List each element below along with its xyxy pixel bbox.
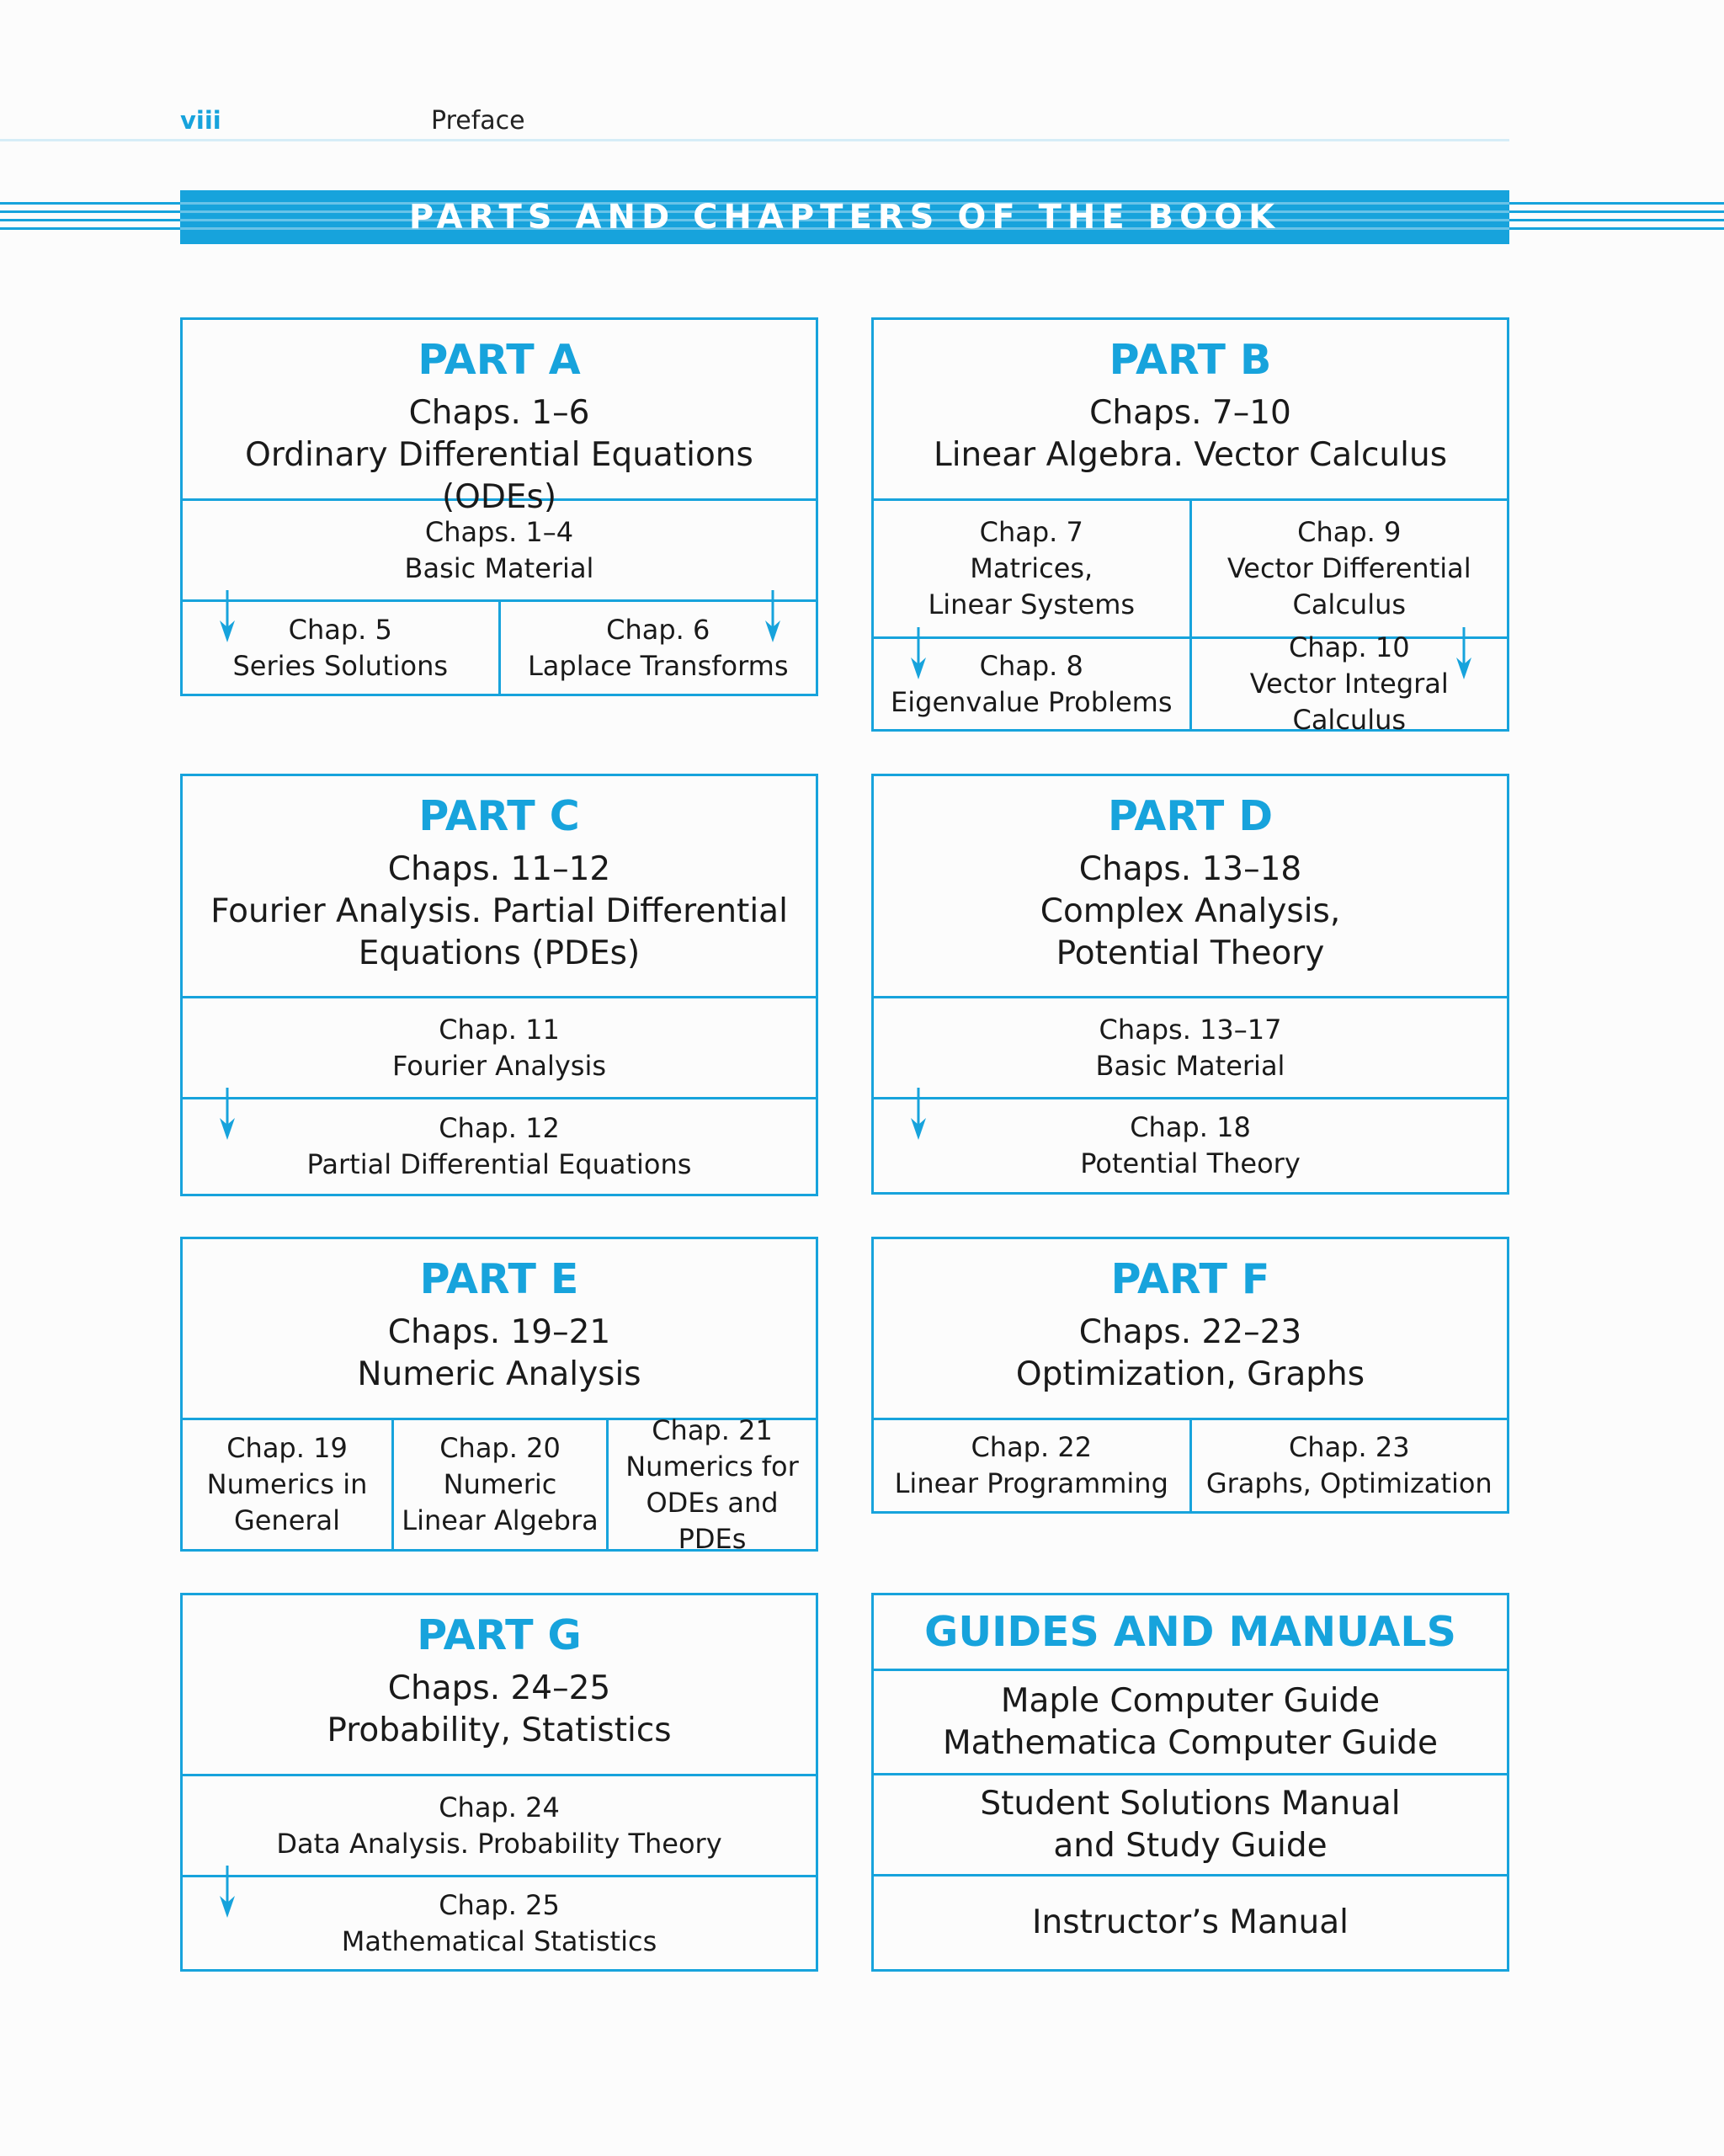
cell-topic: Matrices, bbox=[970, 552, 1093, 584]
cell-topic: Potential Theory bbox=[1080, 1147, 1301, 1179]
part-f-title: PART F bbox=[1110, 1255, 1270, 1303]
part-g-chap25-cell bbox=[183, 1877, 816, 1969]
running-header: Preface bbox=[431, 106, 525, 136]
part-g-title: PART G bbox=[417, 1611, 582, 1659]
part-e-subject: Numeric Analysis bbox=[357, 1355, 641, 1393]
part-a-subject: Ordinary Differential Equations (ODEs) bbox=[245, 436, 753, 516]
cell-chapter: Chap. 22 bbox=[971, 1431, 1093, 1463]
part-b-header bbox=[874, 320, 1507, 501]
part-b-chap9-cell bbox=[1189, 501, 1508, 636]
cell-topic: Laplace Transforms bbox=[527, 649, 789, 682]
cell-topic: Mathematical Statistics bbox=[341, 1924, 657, 1957]
cell-chapter: Chap. 6 bbox=[606, 613, 710, 646]
cell-chapter: Chap. 19 bbox=[226, 1432, 348, 1464]
part-g-chapters: Chaps. 24–25 bbox=[387, 1669, 611, 1707]
part-f-row-1 bbox=[874, 1420, 1507, 1511]
guide-item: Maple Computer Guide bbox=[1000, 1681, 1381, 1720]
part-f-chap23-cell bbox=[1189, 1420, 1508, 1511]
part-d-chap18-cell bbox=[874, 1099, 1507, 1192]
part-e-chapters: Chaps. 19–21 bbox=[387, 1313, 611, 1351]
cell-chapter: Chap. 23 bbox=[1288, 1431, 1410, 1463]
part-b-chapters: Chaps. 7–10 bbox=[1089, 394, 1291, 432]
cell-topic: Basic Material bbox=[404, 551, 594, 584]
guides-box bbox=[871, 1593, 1509, 1972]
part-d-basic-cell bbox=[874, 998, 1507, 1097]
part-e-header bbox=[183, 1239, 816, 1420]
guide-item: Instructor’s Manual bbox=[1031, 1903, 1349, 1941]
cell-chapter: Chap. 18 bbox=[1130, 1111, 1251, 1143]
cell-topic: Linear Systems bbox=[928, 588, 1136, 620]
part-g-header bbox=[183, 1595, 816, 1776]
guides-title: GUIDES AND MANUALS bbox=[924, 1608, 1456, 1656]
part-c-chapters: Chaps. 11–12 bbox=[387, 850, 611, 888]
part-g-row-2 bbox=[183, 1877, 816, 1969]
cell-topic: ODEs and PDEs bbox=[646, 1486, 779, 1555]
header-rule bbox=[0, 139, 1509, 141]
guides-header bbox=[874, 1595, 1507, 1671]
arrow-down-icon bbox=[218, 1088, 237, 1142]
part-a-basic-cell bbox=[183, 501, 816, 599]
arrow-down-icon bbox=[218, 590, 237, 644]
cell-topic: Linear Algebra bbox=[402, 1504, 599, 1536]
part-b-subject: Linear Algebra. Vector Calculus bbox=[933, 436, 1448, 474]
part-f-chapters: Chaps. 22–23 bbox=[1078, 1313, 1302, 1351]
part-f-header bbox=[874, 1239, 1507, 1420]
part-a-header bbox=[183, 320, 816, 516]
part-a-box bbox=[180, 317, 818, 696]
cell-chapter: Chap. 10 bbox=[1288, 631, 1410, 663]
part-b-row-2 bbox=[874, 631, 1507, 736]
part-a-title: PART A bbox=[418, 336, 581, 384]
student-manual-cell bbox=[874, 1775, 1507, 1874]
banner-title: PARTS AND CHAPTERS OF THE BOOK bbox=[408, 198, 1281, 237]
part-d-subject-line-2: Potential Theory bbox=[1056, 934, 1325, 972]
section-banner bbox=[180, 190, 1509, 244]
arrow-down-icon bbox=[764, 590, 782, 644]
part-d-subject-line-1: Complex Analysis, bbox=[1040, 892, 1341, 930]
guides-row-3 bbox=[874, 1877, 1507, 1969]
part-e-row-1 bbox=[183, 1413, 816, 1555]
page-number: viii bbox=[180, 106, 221, 135]
part-d-chapters: Chaps. 13–18 bbox=[1078, 850, 1302, 888]
cell-chapter: Chap. 9 bbox=[1297, 516, 1402, 548]
arrow-down-icon bbox=[909, 1088, 928, 1142]
part-a-chapters: Chaps. 1–6 bbox=[408, 394, 590, 432]
part-c-header bbox=[183, 776, 816, 998]
part-g-subject: Probability, Statistics bbox=[327, 1711, 672, 1749]
instructor-manual-cell bbox=[874, 1877, 1507, 1969]
cell-topic: Eigenvalue Problems bbox=[891, 685, 1173, 718]
part-e-chap21-cell bbox=[606, 1413, 816, 1555]
cell-topic: Basic Material bbox=[1095, 1049, 1285, 1082]
cell-chapter: Chap. 20 bbox=[439, 1432, 561, 1464]
part-c-subject-line-1: Fourier Analysis. Partial Differential bbox=[210, 892, 788, 930]
cell-chapter: Chap. 11 bbox=[439, 1013, 560, 1046]
part-c-subject-line-2: Equations (PDEs) bbox=[358, 934, 641, 972]
cell-chapter: Chaps. 1–4 bbox=[424, 515, 574, 548]
part-e-box bbox=[180, 1237, 818, 1555]
part-d-row-2 bbox=[874, 1099, 1507, 1192]
part-f-box bbox=[871, 1237, 1509, 1514]
cell-topic: Data Analysis. Probability Theory bbox=[276, 1827, 722, 1860]
cell-chapter: Chap. 5 bbox=[288, 613, 392, 646]
part-b-box bbox=[871, 317, 1509, 736]
cell-chapter: Chap. 12 bbox=[439, 1112, 560, 1144]
part-f-chap22-cell bbox=[874, 1420, 1189, 1511]
cell-topic: Series Solutions bbox=[232, 649, 449, 682]
part-e-title: PART E bbox=[419, 1255, 579, 1303]
cell-chapter: Chap. 24 bbox=[439, 1791, 560, 1823]
arrow-down-icon bbox=[909, 627, 928, 681]
cell-topic: Calculus bbox=[1292, 588, 1407, 620]
part-g-box bbox=[180, 1593, 818, 1972]
cell-topic: Numerics for bbox=[625, 1450, 799, 1483]
guide-item: Student Solutions Manual bbox=[980, 1784, 1401, 1823]
guide-item: Mathematica Computer Guide bbox=[942, 1723, 1439, 1762]
part-g-row-1 bbox=[183, 1776, 816, 1877]
cell-topic: Vector Differential bbox=[1226, 552, 1471, 584]
cell-chapter: Chap. 7 bbox=[979, 516, 1083, 548]
cell-topic: Vector Integral Calculus bbox=[1249, 668, 1449, 736]
cell-topic: Fourier Analysis bbox=[391, 1049, 607, 1082]
part-c-title: PART C bbox=[418, 792, 580, 840]
part-c-row-2 bbox=[183, 1099, 816, 1194]
part-d-box bbox=[871, 774, 1509, 1195]
part-e-chap20-cell bbox=[391, 1420, 606, 1549]
part-a-row-1 bbox=[183, 501, 816, 602]
part-b-chap7-cell bbox=[874, 501, 1189, 636]
part-g-chap24-cell bbox=[183, 1776, 816, 1875]
cell-topic: General bbox=[233, 1504, 341, 1536]
cell-topic: Numeric bbox=[443, 1468, 557, 1500]
cell-topic: Numerics in bbox=[206, 1468, 368, 1500]
guides-row-1 bbox=[874, 1671, 1507, 1775]
cell-chapter: Chap. 21 bbox=[652, 1413, 773, 1446]
part-e-chap19-cell bbox=[183, 1420, 391, 1549]
cell-chapter: Chap. 8 bbox=[979, 649, 1083, 682]
cell-topic: Partial Differential Equations bbox=[306, 1148, 692, 1180]
part-c-chap12-cell bbox=[183, 1099, 816, 1194]
part-c-chap11-cell bbox=[183, 998, 816, 1097]
part-a-row-2 bbox=[183, 602, 816, 694]
part-d-row-1 bbox=[874, 998, 1507, 1099]
arrow-down-icon bbox=[218, 1866, 237, 1919]
cell-topic: Linear Programming bbox=[894, 1467, 1168, 1499]
part-b-title: PART B bbox=[1109, 336, 1272, 384]
guides-row-2 bbox=[874, 1775, 1507, 1877]
cell-topic: Graphs, Optimization bbox=[1205, 1467, 1493, 1499]
arrow-down-icon bbox=[1455, 627, 1473, 681]
part-d-header bbox=[874, 776, 1507, 998]
part-b-row-1 bbox=[874, 501, 1507, 639]
part-d-title: PART D bbox=[1107, 792, 1274, 840]
guide-item: and Study Guide bbox=[1053, 1826, 1328, 1865]
cell-chapter: Chaps. 13–17 bbox=[1099, 1013, 1282, 1046]
part-c-row-1 bbox=[183, 998, 816, 1099]
part-f-subject: Optimization, Graphs bbox=[1015, 1355, 1365, 1393]
cell-chapter: Chap. 25 bbox=[439, 1888, 560, 1921]
part-c-box bbox=[180, 774, 818, 1196]
computer-guides-cell bbox=[874, 1671, 1507, 1773]
